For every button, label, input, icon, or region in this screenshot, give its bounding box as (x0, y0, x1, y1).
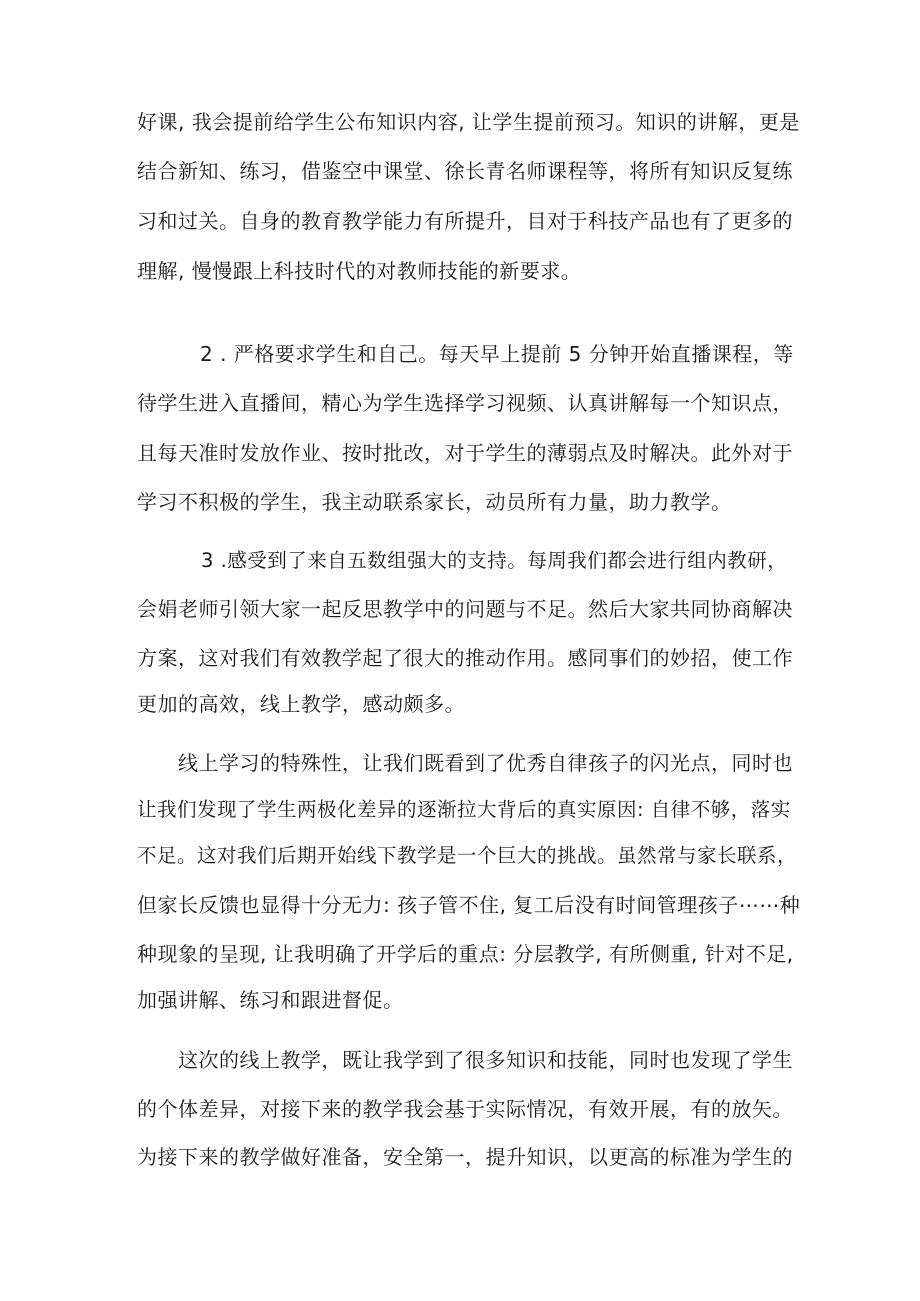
text-line: 3 .感受到了来自五数组强大的支持。每周我们都会进行组内教研， (201, 549, 788, 572)
text-line: 让我们发现了学生两极化差异的逐渐拉大背后的真实原因: 自律不够，落实 (137, 798, 791, 821)
text-line: 更加的高效，线上教学，感动颇多。 (137, 692, 465, 716)
text-line: 理解, 慢慢跟上科技时代的对教师技能的新要求。 (137, 259, 582, 283)
text-line: 为接下来的教学做好准备，安全第一，提升知识，以更高的标准为学生的 (137, 1145, 793, 1169)
text-line: 这次的线上教学，既让我学到了很多知识和技能，同时也发现了学生 (178, 1048, 793, 1072)
text-line: 结合新知、练习，借鉴空中课堂、徐长青名师课程等，将所有知识反复练 (137, 159, 793, 183)
text-line: 且每天准时发放作业、按时批改，对于学生的薄弱点及时解决。此外对于 (137, 441, 793, 465)
text-line: 不足。这对我们后期开始线下教学是一个巨大的挑战。虽然常与家长联系， (137, 844, 798, 867)
text-line: 线上学习的特殊性，让我们既看到了优秀自律孩子的闪光点，同时也 (178, 751, 793, 775)
text-line: 种现象的呈现, 让我明确了开学后的重点: 分层教学, 有所侧重, 针对不足, (137, 942, 794, 966)
text-line: 方案，这对我们有效教学起了很大的推动作用。感同事们的妙招，使工作 (137, 646, 793, 670)
text-line: 但家长反馈也显得十分无力: 孩子管不住, 复工后没有时间管理孩子⋯⋯种 (137, 893, 801, 917)
text-line: 习和过关。自身的教育教学能力有所提升，目对于科技产品也有了更多的 (137, 209, 793, 233)
text-line: 待学生进入直播间，精心为学生选择学习视频、认真讲解每一个知识点， (137, 391, 793, 415)
text-line: 会娟老师引领大家一起反思教学中的问题与不足。然后大家共同协商解决 (137, 597, 793, 621)
text-line: 的个体差异，对接下来的教学我会基于实际情况，有效开展，有的放矢。 (137, 1097, 793, 1121)
text-line: 2 . 严格要求学生和自己。每天早上提前 5 分钟开始直播课程，等 (200, 342, 794, 366)
text-line: 学习不积极的学生，我主动联系家长，动员所有力量，助力教学。 (137, 490, 732, 514)
text-line: 加强讲解、练习和跟进督促。 (137, 988, 404, 1012)
text-line: 好课, 我会提前给学生公布知识内容, 让学生提前预习。知识的讲解，更是 (137, 110, 800, 134)
